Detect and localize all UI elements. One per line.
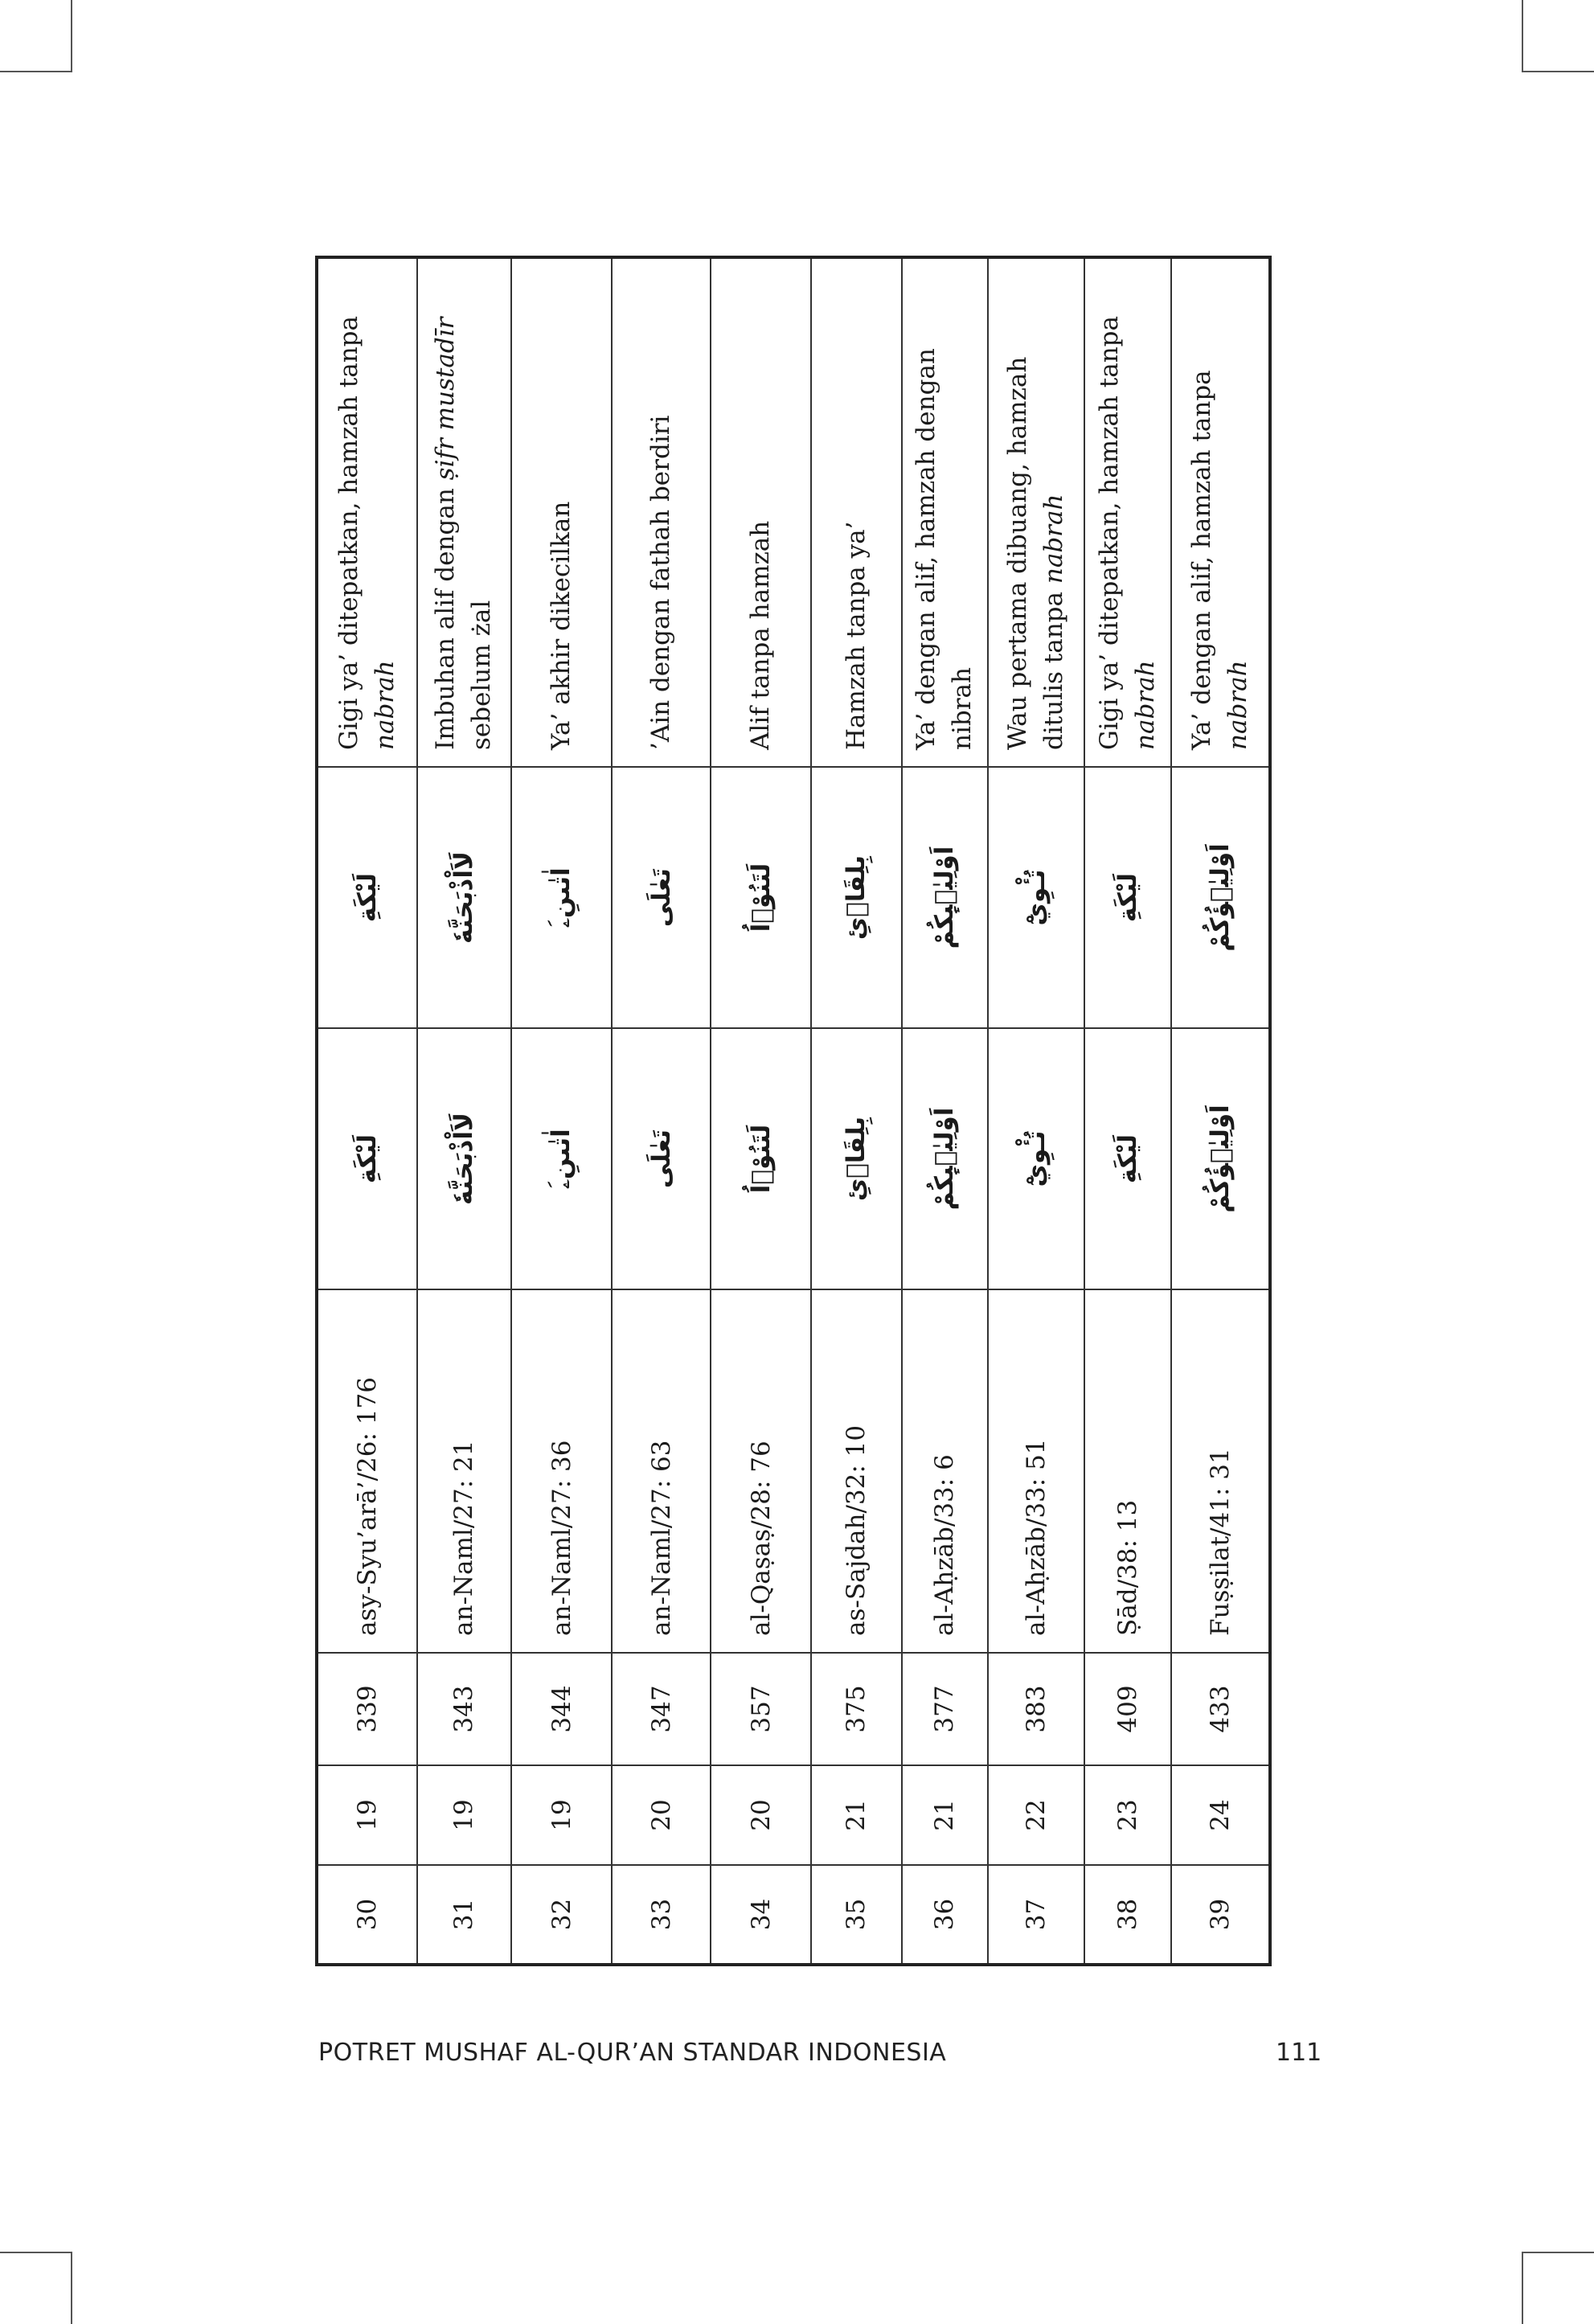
- row-number: 31: [417, 1865, 511, 1965]
- description: [1084, 257, 1171, 767]
- table-row: [711, 257, 811, 1965]
- arabic-word-b: اَوْلِيٰۤؤُكُمْ: [1171, 767, 1270, 1028]
- page-ref: 433: [1171, 1653, 1270, 1765]
- crop-mark: [1522, 71, 1594, 72]
- surah-reference: an-Naml/27: 63: [612, 1289, 711, 1653]
- surah-reference: al-Aḥzāb/33: 51: [988, 1289, 1085, 1653]
- page-ref: 377: [902, 1653, 988, 1765]
- arabic-word-b: لَتَنُوْۤاُ: [711, 767, 811, 1028]
- page-ref: 339: [317, 1653, 417, 1765]
- crop-mark: [0, 2252, 72, 2253]
- description: [317, 257, 417, 767]
- table-row: [1171, 257, 1270, 1965]
- juz-number: 22: [988, 1765, 1085, 1865]
- arabic-word-b: تَعٰلَى: [612, 767, 711, 1028]
- juz-number: 20: [711, 1765, 811, 1865]
- row-number: 37: [988, 1865, 1085, 1965]
- description-text: Gigi ya’ ditepatkan, hamzah tanpa: [334, 316, 363, 750]
- crop-mark: [1522, 0, 1523, 72]
- arabic-word-b: لَيْكَةِ: [317, 767, 417, 1028]
- surah-reference: an-Naml/27: 36: [511, 1289, 613, 1653]
- crop-mark: [0, 71, 72, 72]
- table-row: [902, 257, 988, 1965]
- rotated-table-container: [315, 259, 1272, 1966]
- surah-reference: al-Qaṣaṣ/28: 76: [711, 1289, 811, 1653]
- page-ref: 343: [417, 1653, 511, 1765]
- arabic-word-a: لَيْكَةِ: [317, 1028, 417, 1289]
- juz-number: 23: [1084, 1765, 1171, 1865]
- surah-reference: Fuṣṣilat/41: 31: [1171, 1289, 1270, 1653]
- description-italic-term: nabrah: [1131, 660, 1161, 750]
- description: [711, 257, 811, 767]
- page-ref: 347: [612, 1653, 711, 1765]
- description: [511, 257, 613, 767]
- arabic-word-a: لَيْكَةِ: [1084, 1028, 1171, 1289]
- running-footer-title: POTRET MUSHAF AL-QUR’AN STANDAR INDONESIA: [318, 2039, 947, 2067]
- mushaf-comparison-table: [315, 256, 1272, 1966]
- row-number: 32: [511, 1865, 613, 1965]
- page-ref: 344: [511, 1653, 613, 1765]
- arabic-word-b: لَيْكَةِ: [1084, 767, 1171, 1028]
- table-row: [511, 257, 613, 1965]
- description: [1171, 257, 1270, 767]
- description-italic-term: nabrah: [370, 660, 400, 750]
- description-italic-term: nabrah: [1223, 660, 1253, 750]
- arabic-word-a: اٰتٰىنِۦَ: [511, 1028, 613, 1289]
- table-row: [988, 257, 1085, 1965]
- arabic-word-a: اَوْلِيٰۤىِٕكُمْ: [902, 1028, 988, 1289]
- juz-number: 19: [317, 1765, 417, 1865]
- arabic-word-a: اَوْلِيٰۤؤُكُمْ: [1171, 1028, 1270, 1289]
- row-number: 34: [711, 1865, 811, 1965]
- description-text: Imbuhan alif dengan: [431, 488, 461, 750]
- row-number: 39: [1171, 1865, 1270, 1965]
- description-text: Hamzah tanpa ya’: [842, 521, 871, 750]
- juz-number: 21: [902, 1765, 988, 1865]
- description-italic-term: nabrah: [1039, 494, 1068, 584]
- arabic-word-a: تُـْٔوِيْٓ: [988, 1028, 1085, 1289]
- juz-number: 24: [1171, 1765, 1270, 1865]
- description: [612, 257, 711, 767]
- page-number: 111: [1276, 2039, 1322, 2067]
- table-body: [317, 257, 1270, 1965]
- surah-reference: asy-Syu’arā’/26: 176: [317, 1289, 417, 1653]
- table-row: [417, 257, 511, 1965]
- arabic-word-b: لَاَاْذْبَحَنَّهٗ: [417, 767, 511, 1028]
- juz-number: 19: [511, 1765, 613, 1865]
- description: [988, 257, 1085, 767]
- description: [902, 257, 988, 767]
- row-number: 36: [902, 1865, 988, 1965]
- juz-number: 20: [612, 1765, 711, 1865]
- arabic-word-b: تُـْٔوِيْٓ: [988, 767, 1085, 1028]
- arabic-word-a: تَعٰلَى: [612, 1028, 711, 1289]
- crop-mark: [1522, 2252, 1523, 2324]
- description-text: Gigi ya’ ditepatkan, hamzah tanpa: [1095, 316, 1125, 750]
- row-number: 30: [317, 1865, 417, 1965]
- surah-reference: an-Naml/27: 21: [417, 1289, 511, 1653]
- page-ref: 375: [811, 1653, 902, 1765]
- table-row: [1084, 257, 1171, 1965]
- description-italic-term: ṣifr mustadīr: [431, 317, 461, 481]
- arabic-word-a: بِلِقَاۤئِ: [811, 1028, 902, 1289]
- row-number: 38: [1084, 1865, 1171, 1965]
- row-number: 35: [811, 1865, 902, 1965]
- description-text: Ya’ dengan alif, hamzah tanpa: [1187, 370, 1217, 750]
- surah-reference: Ṣād/38: 13: [1084, 1289, 1171, 1653]
- crop-mark: [71, 0, 72, 72]
- juz-number: 19: [417, 1765, 511, 1865]
- description: [811, 257, 902, 767]
- description-text: ’Ain dengan fathah berdiri: [646, 415, 676, 750]
- description-text: Ya’ akhir dikecilkan: [547, 501, 576, 750]
- table-row: [811, 257, 902, 1965]
- surah-reference: al-Aḥzāb/33: 6: [902, 1289, 988, 1653]
- description-tail: sebelum żal: [467, 600, 497, 750]
- description-text: Wau pertama dibuang, hamzah ditulis tanpa: [1003, 356, 1068, 750]
- crop-mark: [1522, 2252, 1594, 2253]
- description: [417, 257, 511, 767]
- arabic-word-b: بِلِقَاۤئِ: [811, 767, 902, 1028]
- page-ref: 409: [1084, 1653, 1171, 1765]
- row-number: 33: [612, 1865, 711, 1965]
- arabic-word-a: لَاَاْذْبَحَنَّهٗ: [417, 1028, 511, 1289]
- page-ref: 357: [711, 1653, 811, 1765]
- surah-reference: as-Sajdah/32: 10: [811, 1289, 902, 1653]
- description-text: Alif tanpa hamzah: [746, 520, 776, 750]
- description-text: Ya’ dengan alif, hamzah dengan nibrah: [912, 348, 977, 750]
- arabic-word-b: اَوْلِيٰۤىِٕكُمْ: [902, 767, 988, 1028]
- juz-number: 21: [811, 1765, 902, 1865]
- table-row: [317, 257, 417, 1965]
- arabic-word-b: اٰتٰىنِۦَ: [511, 767, 613, 1028]
- table-row: [612, 257, 711, 1965]
- crop-mark: [71, 2252, 72, 2324]
- arabic-word-a: لَتَنُوْۤاُ: [711, 1028, 811, 1289]
- page-ref: 383: [988, 1653, 1085, 1765]
